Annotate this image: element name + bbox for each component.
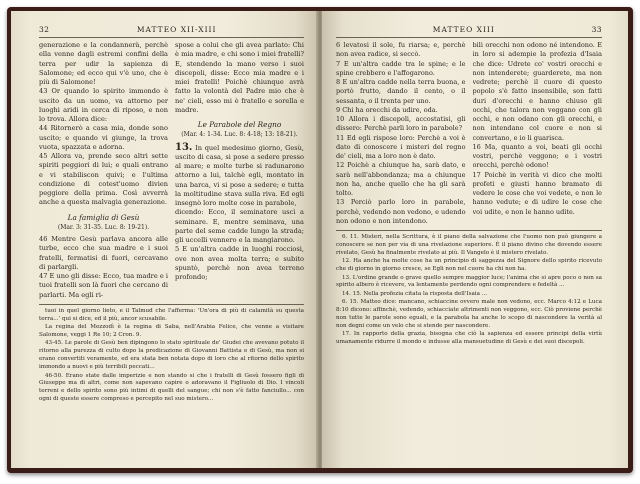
paragraph: spose a colui che gli avea parlato: Chi è mia madre, e chi sono i miei fratelli? E, stendendo la mano verso i suoi discepoli, disse: Ecco mia madre e i miei fratelli! Poichè chiunque avrà fatto la volontà del Padre mio che è ne' cieli, esso mi è fratello e sorella e madre. xyxy=(175,41,304,114)
left-column-1 xyxy=(39,41,168,300)
paragraph: 13 Perciò parlo loro in parabole, perchè, vedendo non vedono, e udendo non odono e non intendono. xyxy=(336,198,466,225)
paragraph: 46 Mentre Gesù parlava ancora alle turbe, ecco che sua madre e i suoi fratelli, fermatisi di fuori, cercavano di parlargli. xyxy=(39,235,168,271)
footnote: 6. 11. Misteri, nella Scrittura, è il piano della salvazione che l'uomo non può giungere a conoscere se non per via di una rivelazione superiore. È il piano divino che dovendo essere rivelato, Gesù ha finalmente rivelato ai più. Il Vangelo è il mistero rivelato. xyxy=(336,234,602,256)
header-rule xyxy=(336,37,602,38)
footnote: 6. 15. Matteo dice: mancano, schiaccine ovvero male non vedono, ecc. Marco 4:12 e Luca 8:10 dicono: affinchè, vedendo, schiacciate altrimenti non veggono, ecc. Ciò proviene perchè non tutte le parole sono eguali, e la parabola ha anche lo scopo di nascondere la verità al non degni come un velo che si stende per nascondere. xyxy=(336,299,602,329)
right-footnotes xyxy=(336,234,602,347)
header-rule xyxy=(39,37,304,38)
left-page-header xyxy=(39,25,304,34)
chapter-number: 13. xyxy=(175,141,193,153)
paragraph: 17 Poichè in verità vi dico che molti profeti e giusti hanno bramato di vedere le cose che voi vedete, e non le hanno vedute; e di udire le cose che voi udite, e non le hanno udite. xyxy=(472,170,602,216)
paragraph: 16 Ma, quanto a voi, beati gli occhi vostri, perchè veggono; e i vostri orecchi, perchè odono! xyxy=(472,142,602,170)
paragraph: dicendo: Ecco, il seminatore uscì a seminare. E, mentre seminava, una parte del seme cadde lungo la strada; gli uccelli vennero e la mangiarono. xyxy=(175,208,304,244)
paragraph: 9 Chi ha orecchi da udire, oda. xyxy=(336,105,438,114)
paragraph: 44 Ritornerò a casa mia, donde sono uscito; e quando vi giunge, la trova vuota, spazzata e adorna. xyxy=(39,124,168,151)
paragraph: 8 E un'altra cadde nella terra buona, e portò frutto, dando il cento, o il sessanta, o il trenta per uno. xyxy=(336,78,466,105)
right-page xyxy=(322,11,628,468)
right-page-number: 33 xyxy=(591,25,602,34)
footnote-rule xyxy=(336,230,602,231)
paragraph: 11 Ed egli rispose loro: Perchè a voi è dato di conoscere i misteri del regno de' cieli, ma a loro non è dato. xyxy=(336,133,466,160)
right-columns xyxy=(336,41,602,226)
right-column-1 xyxy=(336,41,466,226)
left-page-number: 32 xyxy=(39,25,50,34)
footnote-rule xyxy=(39,304,304,305)
paragraph: 7 E un'altra cadde tra le spine; e le spine crebbero e l'affogarono. xyxy=(336,59,466,77)
paragraph: 5 E un'altra cadde in luoghi rocciosi, ove non avea molta terra; e subito spuntò, perchè non avea terreno profondo; xyxy=(175,245,304,281)
footnote: 14. 15. Nella profezia citata la risposta dell'Isaia ... xyxy=(342,290,488,297)
paragraph: In quel medesimo giorno, Gesù, uscito di casa, si pose a sedere presso al mare; e molte turbe si radunarono attorno a lui, talchè egli, montato in una barca, vi si pose a sedere; e tutta la moltitudine stava sulla riva. Ed egli insegnò loro molte cose in parabole, xyxy=(175,143,304,207)
section-title: Le Parabole del Regno xyxy=(197,120,282,129)
footnote: 46-50. Erano state dalle imperizie e non stando si che i fratelli di Gesù fossero figli di Giuseppe ma di altri, come non sapevano capire o adoravano il Figliuolo di Dio. I vincoli terreni e dello spirito sono più intimi di quelli del sangue; chi non s'è fatto fanciullo... con ogni di queste essere compreso e percepito nel suo mistero... xyxy=(39,372,304,403)
paragraph: 6 levatosi il sole, fu riarsa; e, perchè non avea radice, si seccò. xyxy=(336,41,466,59)
section-reference: (Mar. 3: 31-35. Luc. 8: 19-21). xyxy=(57,223,150,231)
right-page-header xyxy=(336,25,602,34)
footnote: tuoi in quel giorno lieto, e il Talmud che l'afferma: 'Un'ora di più di calamità su questa terra...' qui si dice, ed il più, ancor scusabile. xyxy=(39,307,304,322)
paragraph: 12 Poichè a chiunque ha, sarà dato, e sarà nell'abbondanza; ma a chiunque non ha, anche quello che ha gli sarà tolto. xyxy=(336,161,466,197)
footnote: 43-45. Le parole di Gesù ben dipingono lo stato spirituale de' Giudei che avevano potuto il ritorno alla purezza di culto dopo la predicazione di Giovanni Battista e di Gesù, ma non si erano convertiti veramente, ed era stata ben notata dopo di loro che al ritorno dello spirito immondo a nuovi e più terribili peccati... xyxy=(39,340,304,371)
chapter-paragraph xyxy=(175,143,304,209)
left-running-head: MATTEO XII-XIII xyxy=(136,25,217,34)
paragraph: generazione e la condannerà, perchè ella venne dagli estremi confini della terra per udir la sapienza di Salomone; ed ecco qui v'è uno, che è più di Salomone! xyxy=(39,41,168,86)
section-title: La famiglia di Gesù xyxy=(67,212,140,222)
right-running-head: MATTEO XIII xyxy=(432,25,495,34)
left-column-2 xyxy=(175,41,304,300)
paragraph: 43 Or quando lo spirito immondo è uscito da un uomo, va attorno per luoghi aridi in cerca di riposo, e non lo trova. Allora dice: xyxy=(39,87,168,123)
paragraph: bili orecchi non odono né intendono. E in loro si adempie la profezia d'Isaia che dice: Udrete co' vostri orecchi e non intenderete; guarderete, ma non vedrete; perchè il cuore di questo popolo s'è fatto insensibile, son fatti duri d'orecchi e hanno chiuso gli occhi, che talora non veggano con gli occhi, e non odano con gli orecchi, e non intendano col cuore e non si convertano, e io li guarisca. xyxy=(472,41,602,142)
paragraph: 10 Allora i discepoli, accostatisi, gli dissero: Perchè parli loro in parabole? xyxy=(336,115,466,133)
paragraph: 47 E uno gli disse: Ecco, tua madre e i tuoi fratelli son là fuori che cercano di parlarti. Ma egli ri- xyxy=(39,272,168,299)
footnote: 12. Ha anche ha molte cose ha un principio di saggezza del Signore dello spirito ricevuto che di giorno in giorno cresce, se Egli non nel cuore ha chi non ha. xyxy=(336,258,602,273)
footnote: 13. L'ordine grande o grave quello sempre maggior luce; l'anima che si apre poco o non sa spirito albero è ricevere, va lentamente perdendo ogni comprendere e fedeltà ... xyxy=(336,274,602,289)
left-footnotes xyxy=(39,308,304,404)
paragraph: 45 Allora va, prende seco altri sette spiriti peggiori di lui; e quali entrano e vi stabiliscon quivi; e l'ultima condizione di cotest'uomo divien peggiore della prima. Così avverrà anche a questa malvagia generazione. xyxy=(39,152,168,207)
right-column-2 xyxy=(473,41,603,226)
left-columns xyxy=(39,41,304,300)
footnote: 17. In rapporto della grazia, bisogna che ciò la sapienza ed essere principi della virtù umanamente ridurre il mondo e indusse alla mansuetudine di Gesù e dei suoi discepoli. xyxy=(336,331,602,346)
left-page xyxy=(11,11,320,468)
section-reference: (Mar. 4: 1-34. Luc. 8: 4-18; 13: 18-21). xyxy=(181,131,298,139)
footnote: La regina del Mezzodì è la regina di Saba, nell'Arabia Felice, che venne a visitare Salomone, veggi 1 Re 10; 2 Cron. 9. xyxy=(39,324,304,338)
